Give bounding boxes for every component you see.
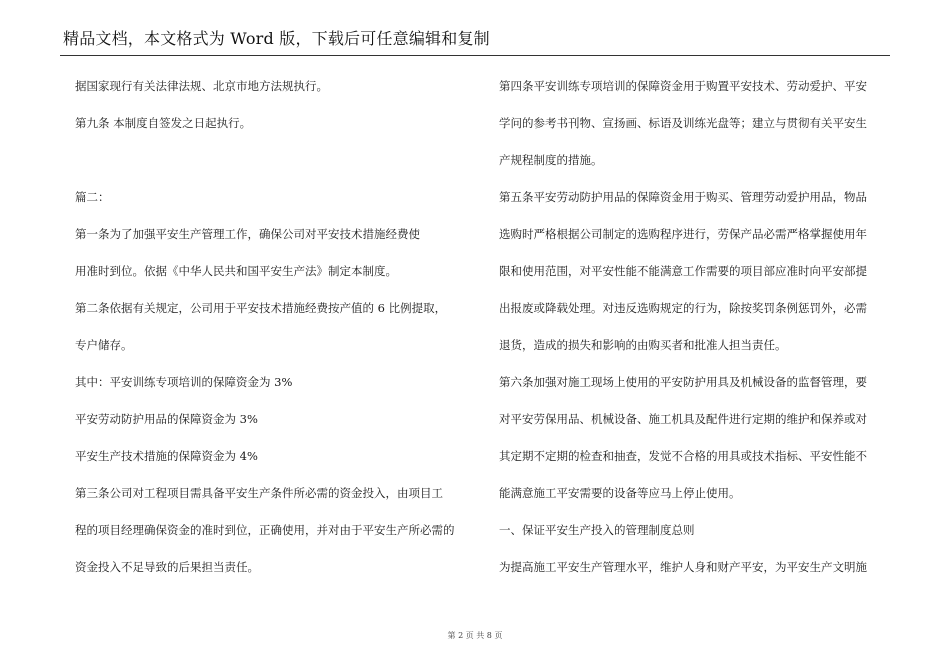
text-line: 限和使用范围，对平安性能不能满意工作需要的项目部应准时向平安部提 [499, 264, 867, 278]
text-line: 第九条 本制度自签发之日起执行。 [75, 116, 252, 130]
text-line: 第五条平安劳动防护用品的保障资金用于购买、管理劳动爱护用品，物品 [499, 190, 867, 204]
text-line: 平安劳动防护用品的保障资金为 3% [75, 412, 258, 426]
text-line: 资金投入不足导致的后果担当责任。 [75, 560, 259, 574]
text-line: 对平安劳保用品、机械设备、施工机具及配件进行定期的维护和保养或对 [499, 412, 867, 426]
section-heading: 一、保证平安生产投入的管理制度总则 [499, 523, 695, 537]
blank-line [75, 142, 470, 179]
text-line: 专户储存。 [75, 338, 133, 352]
text-line: 选购时严格根据公司制定的选购程序进行，劳保产品必需严格掌握使用年 [499, 227, 867, 241]
text-line: 据国家现行有关法律法规、北京市地方法规执行。 [75, 79, 328, 93]
header-divider [60, 55, 890, 56]
text-line: 其中：平安训练专项培训的保障资金为 3% [75, 375, 293, 389]
text-line: 程的项目经理确保资金的准时到位，正确使用，并对由于平安生产所必需的 [75, 523, 455, 537]
text-line: 第四条平安训练专项培训的保障资金用于购置平安技术、劳动爱护、平安 [499, 79, 867, 93]
text-line: 用准时到位。依据《中华人民共和国平安生产法》制定本制度。 [75, 264, 397, 278]
right-text-column [499, 68, 894, 586]
text-line: 第一条为了加强平安生产管理工作，确保公司对平安技术措施经费使 [75, 227, 420, 241]
left-text-column [75, 68, 470, 586]
text-line: 平安生产技术措施的保障资金为 4% [75, 449, 258, 463]
text-line: 出报废或降载处理。对违反选购规定的行为，除按奖罚条例惩罚外，必需 [499, 301, 867, 315]
section-heading: 篇二： [75, 190, 110, 204]
text-line: 能满意施工平安需要的设备等应马上停止使用。 [499, 486, 741, 500]
page-number: 第 2 页 共 8 页 [447, 631, 503, 640]
text-line: 为提高施工平安生产管理水平，维护人身和财产平安，为平安生产文明施 [499, 560, 867, 574]
document-header-title: 精品文档，本文格式为 Word 版，下载后可任意编辑和复制 [63, 29, 490, 48]
text-line: 退货，造成的损失和影响的由购买者和批准人担当责任。 [499, 338, 787, 352]
text-line: 第六条加强对施工现场上使用的平安防护用具及机械设备的监督管理，要 [499, 375, 867, 389]
text-line: 第二条依据有关规定，公司用于平安技术措施经费按产值的 6 比例提取， [75, 301, 447, 315]
text-line: 第三条公司对工程项目需具备平安生产条件所必需的资金投入，由项目工 [75, 486, 443, 500]
text-line: 其定期不定期的检查和抽查，发觉不合格的用具或技术指标、平安性能不 [499, 449, 867, 463]
text-line: 产规程制度的措施。 [499, 153, 603, 167]
text-line: 学问的参考书刊物、宣扬画、标语及训练光盘等；建立与贯彻有关平安生 [499, 116, 867, 130]
